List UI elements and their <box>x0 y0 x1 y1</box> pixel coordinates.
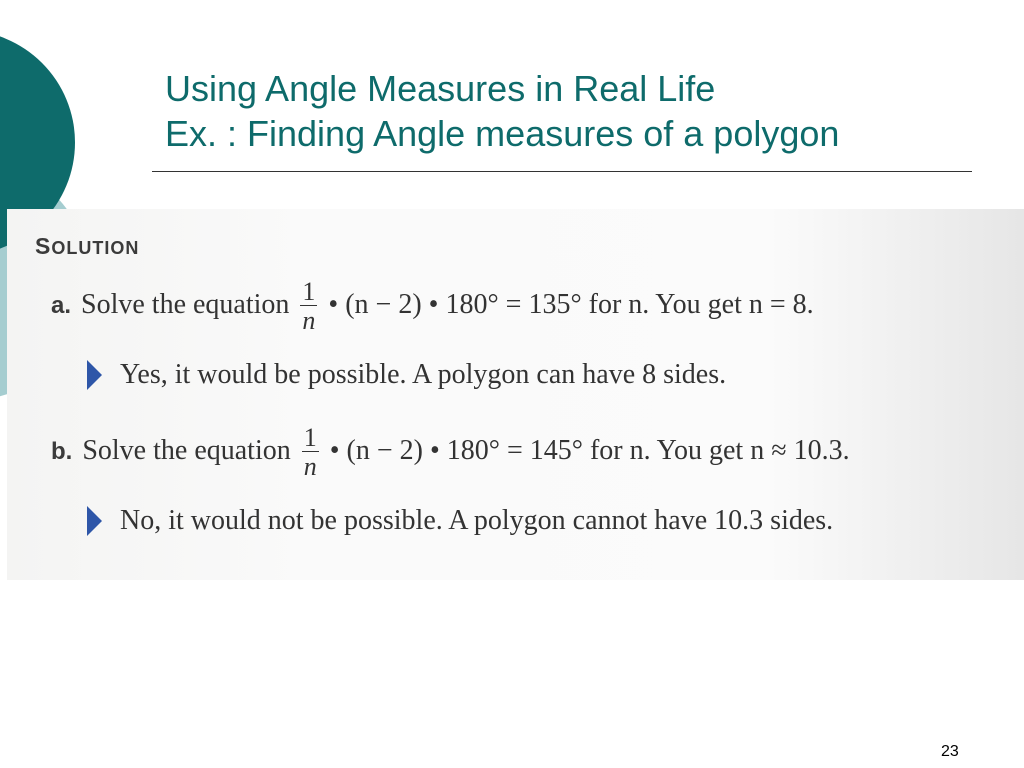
textbook-scan-image <box>7 209 1024 580</box>
item-equation-text: • (n − 2) • 180° = 145° for n. You get n ≈ 10.3. <box>329 434 850 466</box>
arrow-bullet-icon <box>87 506 102 536</box>
answer-text: No, it would not be possible. A polygon cannot have 10.3 sides. <box>120 505 834 536</box>
solution-heading: SOLUTION <box>35 233 140 259</box>
solution-item-b <box>51 425 850 480</box>
arrow-bullet-icon <box>87 360 102 390</box>
fraction-denominator: n <box>302 306 316 335</box>
page-number: 23 <box>941 743 959 760</box>
item-letter: a. <box>51 291 72 319</box>
answer-text: Yes, it would be possible. A polygon can have 8 sides. <box>120 359 727 390</box>
item-text-pre: Solve the equation <box>81 288 290 320</box>
fraction-one-over-n <box>302 425 319 480</box>
fraction-numerator: 1 <box>302 277 316 306</box>
item-letter: b. <box>51 437 73 465</box>
title-line-2: Ex. : Finding Angle measures of a polygon <box>165 113 840 154</box>
title-underline <box>152 171 972 172</box>
item-equation-text: • (n − 2) • 180° = 135° for n. You get n = 8. <box>328 288 814 320</box>
fraction-numerator: 1 <box>303 423 317 452</box>
slide-title <box>165 66 839 156</box>
fraction-denominator: n <box>303 452 317 481</box>
answer-a <box>87 359 726 391</box>
item-text-pre: Solve the equation <box>82 434 291 466</box>
title-line-1: Using Angle Measures in Real Life <box>165 68 716 109</box>
answer-b <box>87 505 833 537</box>
fraction-one-over-n <box>300 279 317 334</box>
solution-item-a <box>51 279 814 334</box>
